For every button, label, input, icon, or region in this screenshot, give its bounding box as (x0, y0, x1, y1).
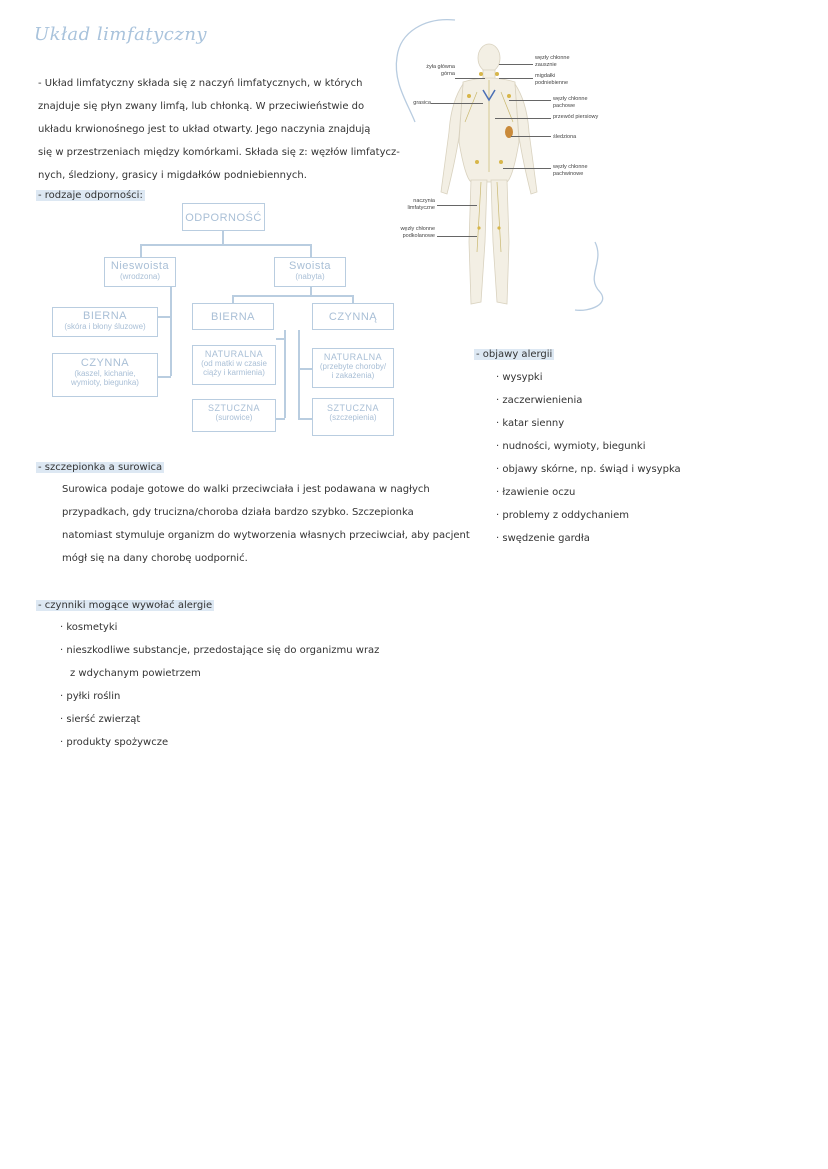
specific-active-box: CZYNNĄ (312, 303, 394, 330)
label-thymus: grasica (413, 100, 431, 106)
vaccine-line: Surowica podaje gotowe do walki przeciwciała i jest podawana w nagłych (62, 484, 430, 495)
list-item: · nieszkodliwe substancje, przedostające się do organizmu wraz (60, 645, 380, 656)
list-item: · łzawienie oczu (496, 487, 576, 498)
lymphatic-system-illustration (385, 12, 625, 322)
immunity-diagram (0, 0, 420, 450)
vaccine-line: mógł się na dany chorobę uodpornić. (62, 553, 248, 564)
list-item: · produkty spożywcze (60, 737, 169, 748)
allergy-symptoms-heading: - objawy alergii (476, 349, 553, 360)
immunity-types-heading: - rodzaje odporności: (38, 190, 143, 201)
intro-line: - Układ limfatyczny składa się z naczyń limfatycznych, w których (38, 78, 363, 89)
list-item: · wysypki (496, 372, 543, 383)
list-item: · katar sienny (496, 418, 565, 429)
list-item: · kosmetyki (60, 622, 118, 633)
label-main-vein: żyła główna górna (426, 64, 455, 77)
passive-artificial-box: SZTUCZNA (surowice) (192, 399, 276, 432)
specific-box: Swoista (nabyta) (274, 257, 346, 287)
intro-line: nych, śledziony, grasicy i migdałków podniebiennych. (38, 170, 307, 181)
list-item: · sierść zwierząt (60, 714, 141, 725)
label-axillary-nodes: węzły chłonne pachowe (553, 96, 588, 109)
label-neck-nodes: węzły chłonne zausznie (535, 55, 570, 68)
passive-natural-box: NATURALNA (od matki w czasie ciąży i karmienia) (192, 345, 276, 385)
active-artificial-box: SZTUCZNA (szczepienia) (312, 398, 394, 436)
list-item: · zaczerwienienia (496, 395, 583, 406)
immunity-root-box: ODPORNOŚĆ (182, 203, 265, 231)
allergy-factors-heading: - czynniki mogące wywołać alergie (38, 600, 213, 611)
list-item: · nudności, wymioty, biegunki (496, 441, 646, 452)
list-item: z wdychanym powietrzem (70, 668, 201, 679)
list-item: · objawy skórne, np. świąd i wysypka (496, 464, 681, 475)
page-title: Układ limfatyczny (34, 24, 208, 45)
vaccine-heading: - szczepionka a surowica (38, 462, 163, 473)
label-tonsils: migdałki podniebienne (535, 73, 569, 86)
nonspecific-box: Nieswoista (wrodzona) (104, 257, 176, 287)
nonspecific-passive-box: BIERNA (skóra i błony śluzowe) (52, 307, 158, 337)
vaccine-paragraph (62, 478, 470, 570)
intro-line: układu krwionośnego jest to układ otwarty. Jego naczynia znajdują (38, 124, 371, 135)
label-thoracic-duct: przewód piersiowy (553, 114, 599, 120)
intro-line: się w przestrzeniach między komórkami. Składa się z: węzłów limfatycz- (38, 147, 400, 158)
label-knee-nodes: węzły chłonne podkolanowe (400, 226, 435, 239)
allergy-symptoms-section (474, 343, 794, 550)
vaccine-line: natomiast stymuluje organizm do wytworzenia własnych przeciwciał, aby pacjent (62, 530, 470, 541)
list-item: · swędzenie gardła (496, 533, 590, 544)
label-groin-nodes: węzły chłonne pachwinowe (553, 164, 588, 177)
specific-passive-box: BIERNA (192, 303, 274, 330)
label-lymph-vessels: naczynia limfatyczne (407, 198, 435, 211)
vaccine-line: przypadkach, gdy trucizna/choroba działa bardzo szybko. Szczepionka (62, 507, 414, 518)
allergy-factors-list (60, 616, 400, 754)
label-spleen: śledziona (553, 134, 577, 140)
active-natural-box: NATURALNA (przebyte choroby/ i zakażenia) (312, 348, 394, 388)
list-item: · pyłki roślin (60, 691, 121, 702)
nonspecific-active-box: CZYNNA (kaszel, kichanie, wymioty, biegunka) (52, 353, 158, 397)
intro-line: znajduje się płyn zwany limfą, lub chłonką. W przeciwieństwie do (38, 101, 365, 112)
list-item: · problemy z oddychaniem (496, 510, 629, 521)
